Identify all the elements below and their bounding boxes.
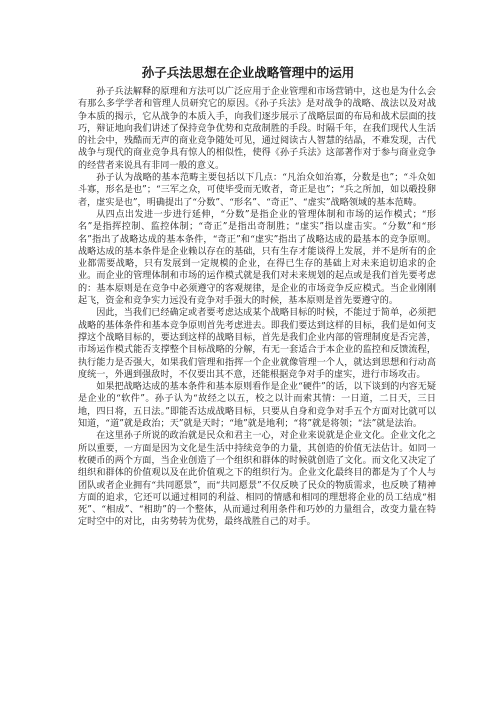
document-title: 孙子兵法思想在企业战略管理中的运用 [141, 65, 355, 80]
paragraph-2: 孙子认为战略的基本范畴主要包括以下几点：“凡治众如治寡，分数是也”；“斗众如斗寡，形名是也”；“三军之众，可使毕受而无败者，奇正是也”；“兵之所加，如以碫投卵者，虚实是也”，明确提出了“分数”、“形名”、“奇正”、“虚实”战略领域的基本范畴。 [78, 173, 436, 208]
document-body [78, 86, 436, 529]
paragraph-3: 从四点出发进一步进行延伸，“分数”是指企业的管理体制和市场的运作模式；“形名”是指挥控制、监控体制；“奇正”是指出奇制胜；“虚实”指以虚击实。“分数”和“形名”指出了战略达成的基本条件，“奇正”和“虚实”指出了战略达成的最基本的竞争原则。战略达成的基本条件是企业赖以存在的基础，只有生存才能谈得上发展，并不是所有的企业都需要战略，只有发展到一定规模的企业，在得已生存的基础上对未来追切追求的企业。而企业的管理体制和市场的运作模式就是我们对未来规划的起点或是我们首先要考虑的：基本原则是在竞争中必须遵守的客观规律，是企业的市场竞争反应模式。当企业刚刚起飞，资金和竞争实力远没有竞争对手强大的时候，基本原则是首先要遵守的。 [78, 209, 436, 307]
paragraph-5: 如果把战略达成的基本条件和基本原则看作是企业“硬件”的话，以下谈到的内容无疑是企业的“软件”。孙子认为“故经之以五，校之以计而索其情：一日道，二日天，三日地，四日将，五日法。”即能否达成战略目标，只要从自身和竞争对手五个方面对比就可以知道，“道”就是政治；天”就是天时；“地”就是地利；“将”就是将领；“法”就是法治。 [78, 382, 436, 430]
paragraph-4: 因此，当我们已经确定或者要考虑达成某个战略目标的时候，不能过于简单，必须把战略的基体条件和基本竞争原则首先考虑进去。即我们要达到这样的目标，我们是如何支撑这个战略目标的，要达到这样的战略目标，首先是我们企业内部的管理制度是否完善，市场运作模式能否支撑整个目标战略的分解，有无一套适合于本企业的监控和反馈流程，执行能力是否强大，如果我们管理和指挥一个企业就像管理一个人，就达到思想和行动高度统一，外遇到强敌时，不仅要出其不意，还能根据竞争对手的虚实，进行市场攻击。 [78, 308, 436, 380]
paragraph-1: 孙子兵法解释的原理和方法可以广泛应用于企业管理和市场营销中，这也是为什么会有那么多学学者和管理人员研究它的原因。《孙子兵法》是对战争的战略、战法以及对战争本质的揭示，它从战争的本质入手，向我们逐步展示了战略层面的布局和战术层面的技巧，辩证地向我们讲述了保持竞争优势和克敌制胜的手段。时隔千年，在我们现代人生活的社会中，残酷而无声的商业竞争随处可见，通过阅读古人智慧的结晶，不难发现，古代战争与现代的商业竞争具有惊人的相似性，使得《孙子兵法》这部著作对于参与商业竞争的经营者来说具有非同一般的意义。 [78, 87, 436, 171]
paragraph-6: 在这里孙子所说的政治就是民众和君主一心，对企业来说就是企业文化。企业文化之所以重要，一方面是因为文化是生活中持续竞争的力量，其创造的价值无法估计。如同一枚硬币的两个方面，当企业创造了一个组织和群体的时候就创造了文化。而文化又决定了组织和群体的价值观以及在此价值观之下的组织行为。企业文化最终目的都是为了个人与团队或者企业拥有“共同愿景”，而“共同愿景”不仅反映了民众的物质需求，也反映了精神方面的追求，它还可以通过相同的利益、相同的情感和相同的理想将企业的员工结成“相死”、“相成”、“相助”的一个整体，从而通过利用条件和巧妙的力量组合，改变力量在特定时空中的对比，由劣势转为优势，最终战胜自己的对手。 [78, 431, 436, 528]
